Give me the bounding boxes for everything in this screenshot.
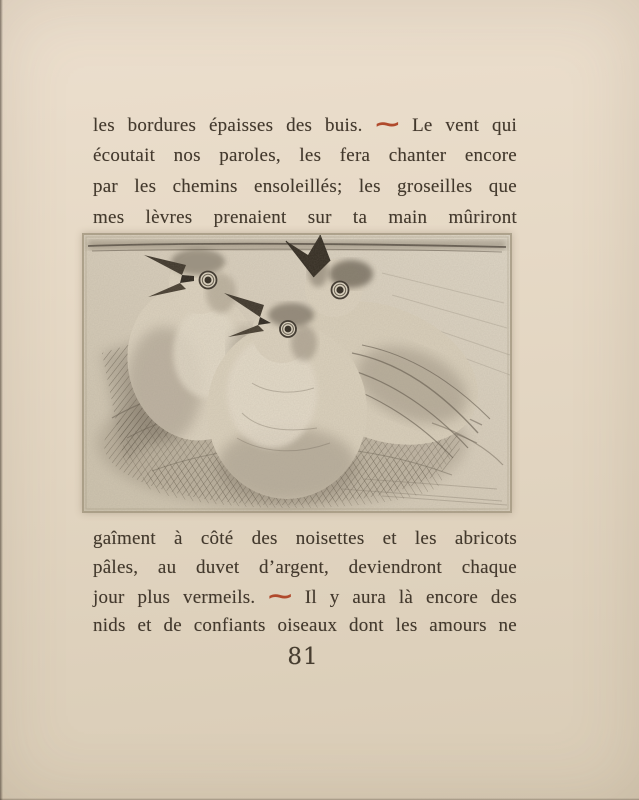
etching-plate — [82, 233, 512, 513]
text-segment: jour plus vermeils. — [93, 587, 256, 608]
red-swash-ornament: ⁓ — [375, 110, 400, 138]
page-number: 81 — [287, 644, 319, 670]
nest-chicks-etching — [82, 233, 512, 513]
text-line: pâles, au duvet d’argent, deviendront chaque — [93, 557, 517, 578]
text-line: par les chemins ensoleillés; les groseilles que — [93, 176, 517, 197]
text-line — [93, 109, 517, 140]
text-line: nids et de confiants oiseaux dont les amours ne — [93, 615, 517, 636]
text-line: écoutait nos paroles, les fera chanter encore — [93, 145, 517, 166]
text-block-top — [93, 109, 517, 233]
text-block-bottom — [93, 524, 517, 640]
etching-grain — [82, 233, 512, 513]
text-segment: Il y aura là encore des — [304, 587, 518, 608]
text-segment: Le vent qui — [412, 115, 517, 136]
red-swash-ornament: ⁓ — [268, 582, 292, 610]
text-line: gaîment à côté des noisettes et les abricots — [93, 528, 517, 549]
text-line — [93, 582, 517, 611]
text-line: mes lèvres prenaient sur ta main mûriront — [93, 207, 517, 228]
text-segment: les bordures épaisses des buis. — [93, 115, 363, 136]
